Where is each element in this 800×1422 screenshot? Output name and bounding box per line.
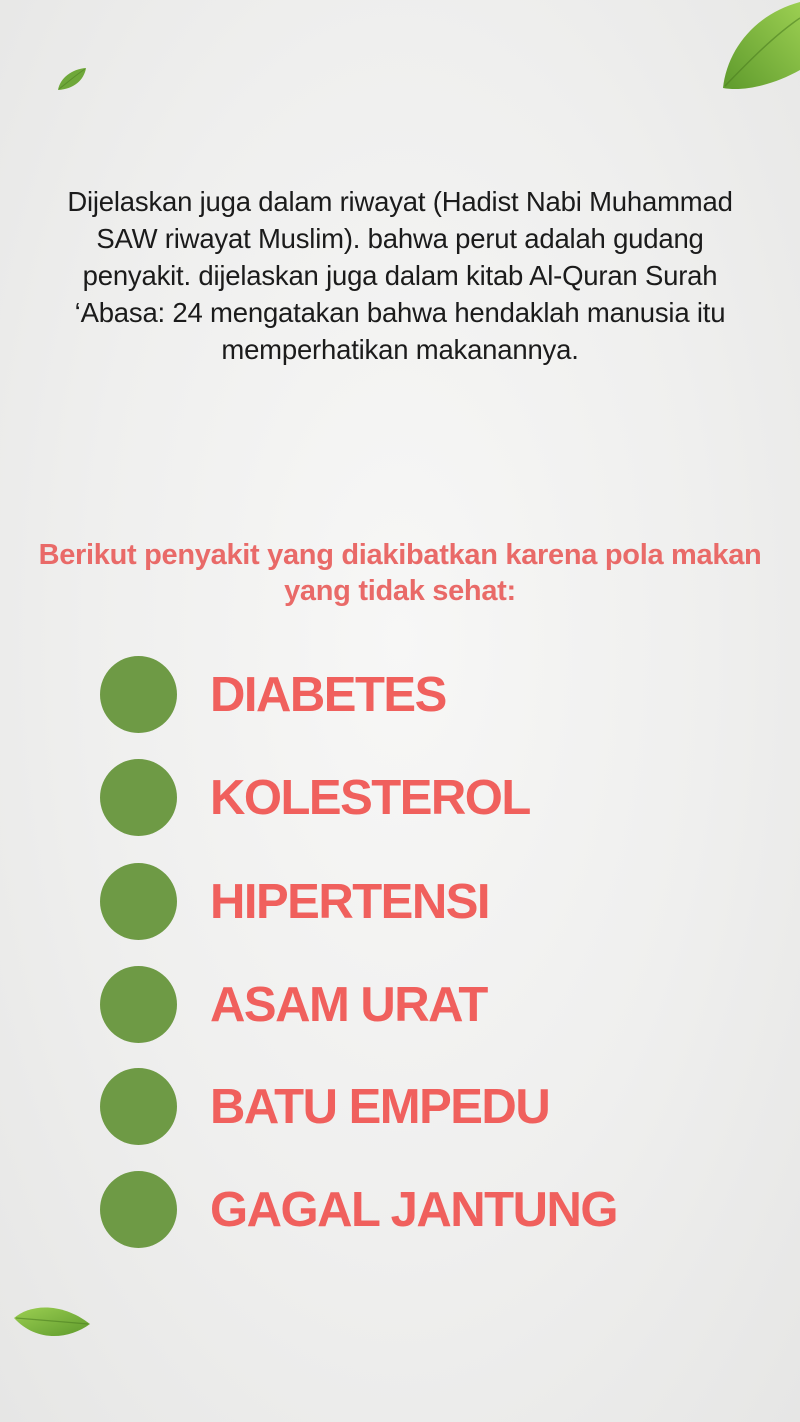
list-item bbox=[100, 759, 740, 837]
disease-label: GAGAL JANTUNG bbox=[210, 1183, 618, 1237]
bullet-circle-icon bbox=[100, 1171, 177, 1248]
bullet-circle-icon bbox=[100, 863, 177, 940]
list-item bbox=[100, 1068, 740, 1146]
list-item bbox=[100, 863, 740, 941]
leaf-icon bbox=[715, 0, 800, 90]
disease-label: ASAM URAT bbox=[210, 978, 487, 1032]
list-item bbox=[100, 966, 740, 1044]
leaf-icon bbox=[56, 66, 88, 92]
list-item bbox=[100, 1171, 740, 1249]
leaf-icon bbox=[12, 1300, 92, 1344]
bullet-circle-icon bbox=[100, 759, 177, 836]
list-item bbox=[100, 656, 740, 734]
bullet-circle-icon bbox=[100, 656, 177, 733]
list-subtitle: Berikut penyakit yang diakibatkan karena pola makan yang tidak sehat: bbox=[38, 539, 762, 607]
disease-label: KOLESTEROL bbox=[210, 771, 530, 825]
bullet-circle-icon bbox=[100, 1068, 177, 1145]
disease-label: BATU EMPEDU bbox=[210, 1080, 550, 1134]
bullet-circle-icon bbox=[100, 966, 177, 1043]
disease-label: HIPERTENSI bbox=[210, 875, 490, 929]
disease-label: DIABETES bbox=[210, 668, 446, 722]
intro-paragraph: Dijelaskan juga dalam riwayat (Hadist Nabi Muhammad SAW riwayat Muslim). bahwa perut adalah gudang penyakit. dijelaskan juga dalam kitab Al-Quran Surah ‘Abasa: 24 mengatakan bahwa hendaklah manusia itu memperhatikan makanannya. bbox=[67, 186, 733, 365]
